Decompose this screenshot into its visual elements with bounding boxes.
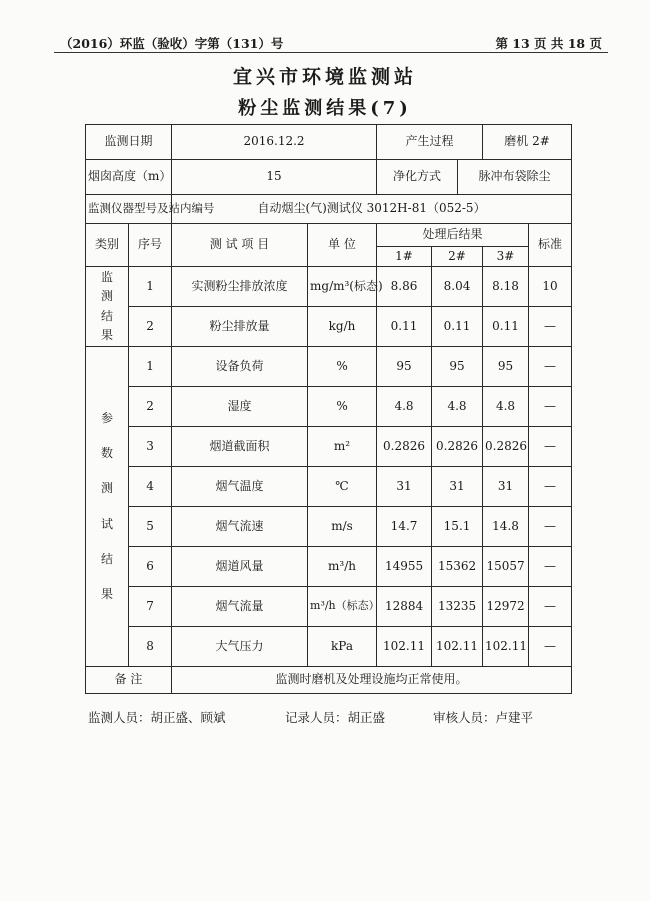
- item-cell: 湿度: [172, 387, 308, 427]
- category-header: 类别: [86, 224, 129, 267]
- info-row-instrument: [86, 195, 572, 224]
- unit-cell: m/s: [308, 507, 377, 547]
- seq-cell: 2: [129, 387, 172, 427]
- standard-cell: —: [529, 347, 572, 387]
- result-3-cell: 31: [483, 467, 529, 507]
- result-2-cell: 4.8: [432, 387, 483, 427]
- item-cell: 烟气温度: [172, 467, 308, 507]
- result-1-cell: 102.11: [377, 627, 432, 667]
- unit-cell: m²: [308, 427, 377, 467]
- seq-cell: 4: [129, 467, 172, 507]
- result-2-cell: 13235: [432, 587, 483, 627]
- note-label: 备 注: [86, 667, 172, 694]
- result-1-cell: 31: [377, 467, 432, 507]
- item-cell: 烟气流速: [172, 507, 308, 547]
- unit-cell: m³/h（标态）: [308, 587, 377, 627]
- result-1-cell: 12884: [377, 587, 432, 627]
- info-row-chimney: [86, 160, 572, 195]
- purify-value: 脉冲布袋除尘: [458, 160, 572, 195]
- standard-cell: —: [529, 307, 572, 347]
- table-row: [86, 267, 572, 307]
- standard-cell: —: [529, 627, 572, 667]
- standard-header: 标准: [529, 224, 572, 267]
- standard-cell: —: [529, 387, 572, 427]
- unit-cell: %: [308, 387, 377, 427]
- result-3-cell: 0.11: [483, 307, 529, 347]
- seq-header: 序号: [129, 224, 172, 267]
- result-3-cell: 102.11: [483, 627, 529, 667]
- column-header-row: [86, 224, 572, 247]
- result-1-header: 1#: [377, 247, 432, 267]
- group-label-monitor: 监 测 结 果: [86, 267, 129, 347]
- result-3-cell: 0.2826: [483, 427, 529, 467]
- result-3-cell: 4.8: [483, 387, 529, 427]
- result-1-cell: 8.86: [377, 267, 432, 307]
- result-2-cell: 8.04: [432, 267, 483, 307]
- group-label-param: 参 数 测 试 结 果: [86, 347, 129, 667]
- report-title: 粉尘监测结果(7): [238, 98, 412, 119]
- standard-cell: 10: [529, 267, 572, 307]
- station-title: 宜兴市环境监测站: [232, 66, 417, 88]
- page-number: 第 13 页 共 18 页: [495, 36, 602, 51]
- unit-cell: kPa: [308, 627, 377, 667]
- result-1-cell: 95: [377, 347, 432, 387]
- result-2-header: 2#: [432, 247, 483, 267]
- item-cell: 粉尘排放量: [172, 307, 308, 347]
- standard-cell: —: [529, 587, 572, 627]
- result-2-cell: 31: [432, 467, 483, 507]
- standard-cell: —: [529, 547, 572, 587]
- results-table: [85, 124, 572, 694]
- header-rule: [54, 52, 608, 53]
- result-3-cell: 14.8: [483, 507, 529, 547]
- date-label: 监测日期: [86, 125, 172, 160]
- standard-cell: —: [529, 427, 572, 467]
- result-1-cell: 14.7: [377, 507, 432, 547]
- table-row: [86, 627, 572, 667]
- result-3-cell: 8.18: [483, 267, 529, 307]
- item-cell: 实测粉尘排放浓度: [172, 267, 308, 307]
- table-row: [86, 307, 572, 347]
- seq-cell: 1: [129, 347, 172, 387]
- result-group-header: 处理后结果: [377, 224, 529, 247]
- unit-cell: m³/h: [308, 547, 377, 587]
- result-2-cell: 0.11: [432, 307, 483, 347]
- result-3-cell: 95: [483, 347, 529, 387]
- seq-cell: 6: [129, 547, 172, 587]
- reviewer-personnel: 审核人员：卢建平: [433, 710, 534, 725]
- result-1-cell: 0.2826: [377, 427, 432, 467]
- result-3-header: 3#: [483, 247, 529, 267]
- table-row: [86, 507, 572, 547]
- item-cell: 烟气流量: [172, 587, 308, 627]
- unit-cell: kg/h: [308, 307, 377, 347]
- unit-cell: %: [308, 347, 377, 387]
- process-value: 磨机 2#: [483, 125, 572, 160]
- item-header: 测 试 项 目: [172, 224, 308, 267]
- standard-cell: —: [529, 467, 572, 507]
- item-cell: 大气压力: [172, 627, 308, 667]
- result-2-cell: 95: [432, 347, 483, 387]
- instrument-value: 自动烟尘(气)测试仪 3012H-81（052-5）: [172, 195, 572, 224]
- result-1-cell: 4.8: [377, 387, 432, 427]
- result-3-cell: 12972: [483, 587, 529, 627]
- monitor-personnel: 监测人员：胡正盛、顾斌: [88, 710, 226, 725]
- note-text: 监测时磨机及处理设施均正常使用。: [172, 667, 572, 694]
- seq-cell: 7: [129, 587, 172, 627]
- instrument-label: 监测仪器型号及站内编号: [86, 195, 172, 224]
- table-row: [86, 587, 572, 627]
- seq-cell: 3: [129, 427, 172, 467]
- table-row: [86, 547, 572, 587]
- result-2-cell: 15362: [432, 547, 483, 587]
- process-label: 产生过程: [377, 125, 483, 160]
- result-2-cell: 15.1: [432, 507, 483, 547]
- table-row: [86, 347, 572, 387]
- result-2-cell: 102.11: [432, 627, 483, 667]
- table-row: [86, 467, 572, 507]
- result-1-cell: 14955: [377, 547, 432, 587]
- result-2-cell: 0.2826: [432, 427, 483, 467]
- chimney-value: 15: [172, 160, 377, 195]
- seq-cell: 5: [129, 507, 172, 547]
- info-row-date: [86, 125, 572, 160]
- seq-cell: 2: [129, 307, 172, 347]
- chimney-label: 烟囱高度（m）: [86, 160, 172, 195]
- result-3-cell: 15057: [483, 547, 529, 587]
- seq-cell: 8: [129, 627, 172, 667]
- recorder-personnel: 记录人员：胡正盛: [285, 710, 386, 725]
- result-1-cell: 0.11: [377, 307, 432, 347]
- unit-cell: ℃: [308, 467, 377, 507]
- item-cell: 烟道风量: [172, 547, 308, 587]
- unit-cell: mg/m³(标态): [308, 267, 377, 307]
- item-cell: 设备负荷: [172, 347, 308, 387]
- standard-cell: —: [529, 507, 572, 547]
- table-row: [86, 427, 572, 467]
- purify-label: 净化方式: [377, 160, 458, 195]
- seq-cell: 1: [129, 267, 172, 307]
- item-cell: 烟道截面积: [172, 427, 308, 467]
- document-number: （2016）环监（验收）字第（131）号: [60, 36, 284, 51]
- note-row: [86, 667, 572, 694]
- table-row: [86, 387, 572, 427]
- unit-header: 单 位: [308, 224, 377, 267]
- date-value: 2016.12.2: [172, 125, 377, 160]
